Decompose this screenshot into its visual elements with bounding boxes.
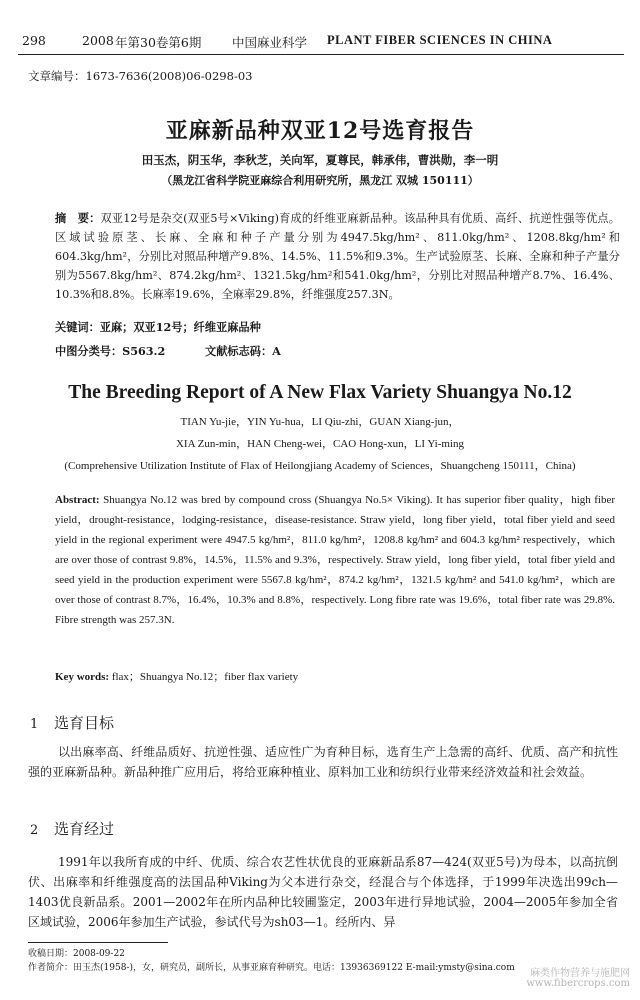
- keywords-en-label: Key words:: [55, 671, 110, 683]
- footnote-author: 作者简介：田玉杰(1958-)，女，研究员，副所长，从事亚麻育种研究。电话：13936369122 E-mail:ymsty@sina.com: [28, 963, 515, 973]
- section-1-body: 以出麻率高、纤维品质好、抗逆性强、适应性广为育种目标，选育生产上急需的高纤、优质、高产和抗性强的亚麻新品种。新品种推广应用后，将给亚麻种植业、原料加工业和纺织行业带来经济效益和社会效益。: [28, 745, 618, 779]
- title-en: The Breeding Report of A New Flax Variety Shuangya No.12: [68, 382, 572, 403]
- journal-name-cn: 中国麻业科学: [232, 35, 308, 50]
- class-number: 中图分类号：S563.2: [55, 344, 166, 358]
- section-2-number: 2: [30, 823, 39, 838]
- abstract-en-text: Shuangya No.12 was bred by compound cross (Shuangya No.5× Viking). It has superior fiber quality，high fiber yield，drought-resistance，lodging-resistance，disease-resistance. Straw yield，long fiber yield，total fiber yield and seed yield in the regional experiment were 4947.5 kg/hm²，811.0 kg/hm²，1208.8 kg/hm² and 604.3 kg/hm² respectively，which are over those of contrast 9.8%，14.5%，11.5% and 9.3%，respectively. Straw yield，long fiber yield，total fiber yield and seed yield in the production experiment were 5567.8 kg/hm²，874.2 kg/hm²，1321.5 kg/hm² and 541.0 kg/hm²，which are over those of contrast 8.7%，16.4%，10.3% and 8.8%，respectively. Long fibre rate was 19.6%，total fiber rate was 29.8%. Fibre strength was 257.3N.: [55, 494, 616, 626]
- abstract-en-label: Abstract:: [55, 494, 100, 506]
- abstract-cn-text: 双亚12号是杂交(双亚5号×Viking)育成的纤维亚麻新品种。该品种具有优质、高纤、抗逆性强等优点。区域试验原茎、长麻、全麻和种子产量分别为4947.5kg/hm²、811.0kg/hm²、1208.8kg/hm²和604.3kg/hm²，分别比对照品种增产9.8%、14.5%、11.5%和9.3%。生产试验原茎、长麻、全麻和种子产量分别为5567.8kg/hm²、874.2kg/hm²、1321.5kg/hm²和541.0kg/hm²，分别比对照品种增产8.7%、16.4%、10.3%和8.8%。长麻率19.6%，全麻率29.8%，纤维强度257.3N。: [55, 212, 620, 301]
- section-2-heading: [30, 818, 114, 839]
- title-cn: 亚麻新品种双亚12号选育报告: [165, 118, 475, 144]
- watermark-url: www.fibercrops.com: [526, 978, 630, 989]
- abstract-en: [55, 490, 615, 630]
- keywords-en: [55, 668, 298, 684]
- section-2-title: 选育经过: [54, 820, 115, 838]
- keywords-cn: 关键词：亚麻；双亚12号；纤维亚麻品种: [55, 320, 261, 334]
- authors-cn: 田玉杰，阴玉华，李秋芝，关向军，夏尊民，韩承伟，曹洪勋，李一明: [141, 153, 499, 167]
- header-rule: [18, 54, 624, 55]
- affiliation-en: (Comprehensive Utilization Institute of Flax of Heilongjiang Academy of Sciences，Shuangcheng 150111，China): [64, 460, 576, 472]
- running-header: [22, 33, 622, 53]
- affiliation-cn: （黑龙江省科学院亚麻综合利用研究所，黑龙江 双城 150111）: [161, 174, 479, 187]
- authors-en-line1: TIAN Yu-jie，YIN Yu-hua，LI Qiu-zhi，GUAN Xiang-jun，: [180, 416, 460, 428]
- abstract-cn-label: 摘 要：: [55, 211, 101, 225]
- authors-en-line2: XIA Zun-min，HAN Cheng-wei，CAO Hong-xun，LI Yi-ming: [175, 438, 464, 450]
- page-number: 298: [22, 33, 46, 48]
- section-2-body: 1991年以我所育成的中纤、优质、综合农艺性状优良的亚麻新品系87—424(双亚5号)为母本，以高抗倒伏、出麻率和纤维强度高的法国品种Viking为父本进行杂交，经混合与个体选择，于1999年决选出99ch—1403优良新品系。2001—2002年在所内品种比较圃鉴定，2003年进行异地试验，2004—2005年参加全省区域试验，2006年参加生产试验，参试代号为sh03—1。经所内、异: [28, 855, 618, 929]
- section-1-title: 选育目标: [54, 714, 115, 732]
- volume-issue: 年第30卷第6期: [115, 35, 202, 50]
- section-1-heading: [30, 712, 114, 733]
- article-number: 文章编号：1673-7636(2008)06-0298-03: [28, 69, 253, 83]
- footnote-received: 收稿日期：2008-09-22: [28, 949, 125, 959]
- journal-name-en: PLANT FIBER SCIENCES IN CHINA: [327, 33, 553, 47]
- issue-year: 2008: [82, 33, 114, 48]
- watermark-name: 麻类作物营养与施肥网: [530, 968, 630, 979]
- section-1-number: 1: [30, 717, 39, 732]
- footnote-rule: [28, 942, 168, 943]
- classification-line: [55, 343, 281, 359]
- document-code: 文献标志码：A: [205, 344, 281, 358]
- abstract-cn: [55, 209, 620, 304]
- keywords-en-text: flax；Shuangya No.12；fiber flax variety: [111, 671, 299, 683]
